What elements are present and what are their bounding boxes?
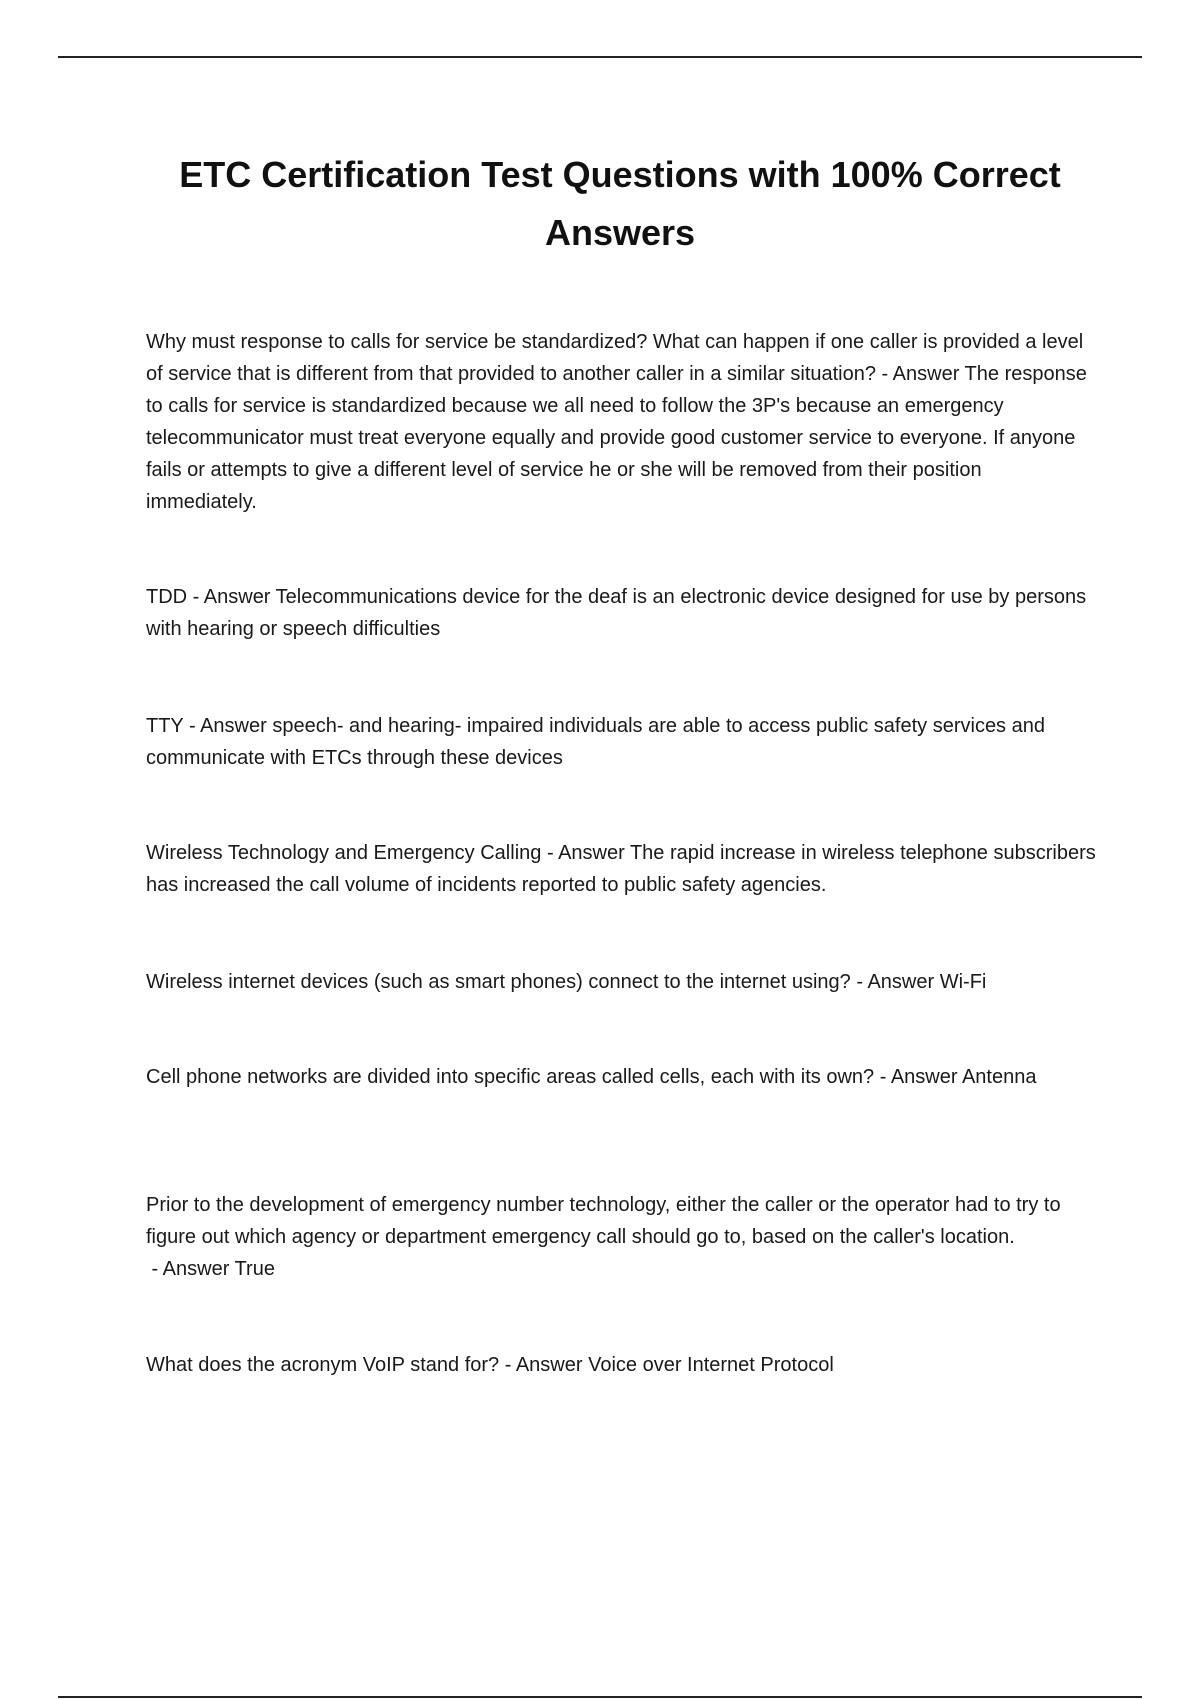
answer-separator: - [876, 363, 893, 385]
answer-text: Answer speech- and hearing- impaired individuals are able to access public safety services and communicate with ETCs through these devices [146, 715, 1045, 769]
question-text: TTY [146, 715, 184, 737]
question-text: What does the acronym VoIP stand for? [146, 1354, 500, 1376]
answer-text: Answer True [162, 1258, 275, 1280]
qa-item-cell-networks [146, 1061, 1096, 1093]
answer-text: Answer Antenna [890, 1066, 1037, 1088]
top-rule [58, 56, 1142, 58]
question-text: Wireless Technology and Emergency Calling [146, 842, 542, 864]
answer-separator: - [850, 971, 868, 993]
qa-item-emergency-number [146, 1189, 1096, 1285]
answer-separator: - [187, 586, 204, 608]
answer-text: Answer Voice over Internet Protocol [515, 1354, 834, 1376]
page-title: ETC Certification Test Questions with 100% Correct Answers [179, 154, 1061, 253]
answer-text: Answer The response to calls for service is standardized because we all need to follow the 3P's because an emergency telecommunicator must treat everyone equally and provide good customer service to everyone. If anyone fails or attempts to give a different level of service he or she will be removed from their position immediately. [146, 363, 1087, 513]
qa-item-tdd [146, 581, 1096, 645]
answer-text: Answer Wi-Fi [867, 971, 987, 993]
question-text: Cell phone networks are divided into specific areas called cells, each with its own? [146, 1066, 875, 1088]
answer-separator: - [183, 715, 201, 737]
answer-text: Answer Telecommunications device for the deaf is an electronic device designed for use by persons with hearing or speech difficulties [146, 586, 1087, 640]
bottom-rule [58, 1696, 1142, 1698]
answer-separator: - [146, 1258, 163, 1280]
answer-text: Answer The rapid increase in wireless telephone subscribers has increased the call volume of incidents reported to public safety agencies. [146, 842, 1096, 896]
qa-item-voip [146, 1349, 1096, 1381]
question-text: Why must response to calls for service be standardized? What can happen if one caller is provided a level of service that is different from that provided to another caller in a similar situation? [146, 331, 1084, 385]
answer-separator: - [541, 842, 559, 864]
question-text: Wireless internet devices (such as smart phones) connect to the internet using? [146, 971, 851, 993]
qa-item-standardized-response [146, 326, 1096, 518]
qa-item-tty [146, 710, 1096, 774]
question-text: Prior to the development of emergency number technology, either the caller or the operator had to try to figure out which agency or department emergency call should go to, based on the caller's location. [146, 1194, 1061, 1248]
qa-item-wireless-technology [146, 837, 1096, 901]
question-text: TDD [146, 586, 188, 608]
qa-item-wireless-internet [146, 966, 1096, 998]
answer-separator: - [874, 1066, 891, 1088]
answer-separator: - [499, 1354, 516, 1376]
